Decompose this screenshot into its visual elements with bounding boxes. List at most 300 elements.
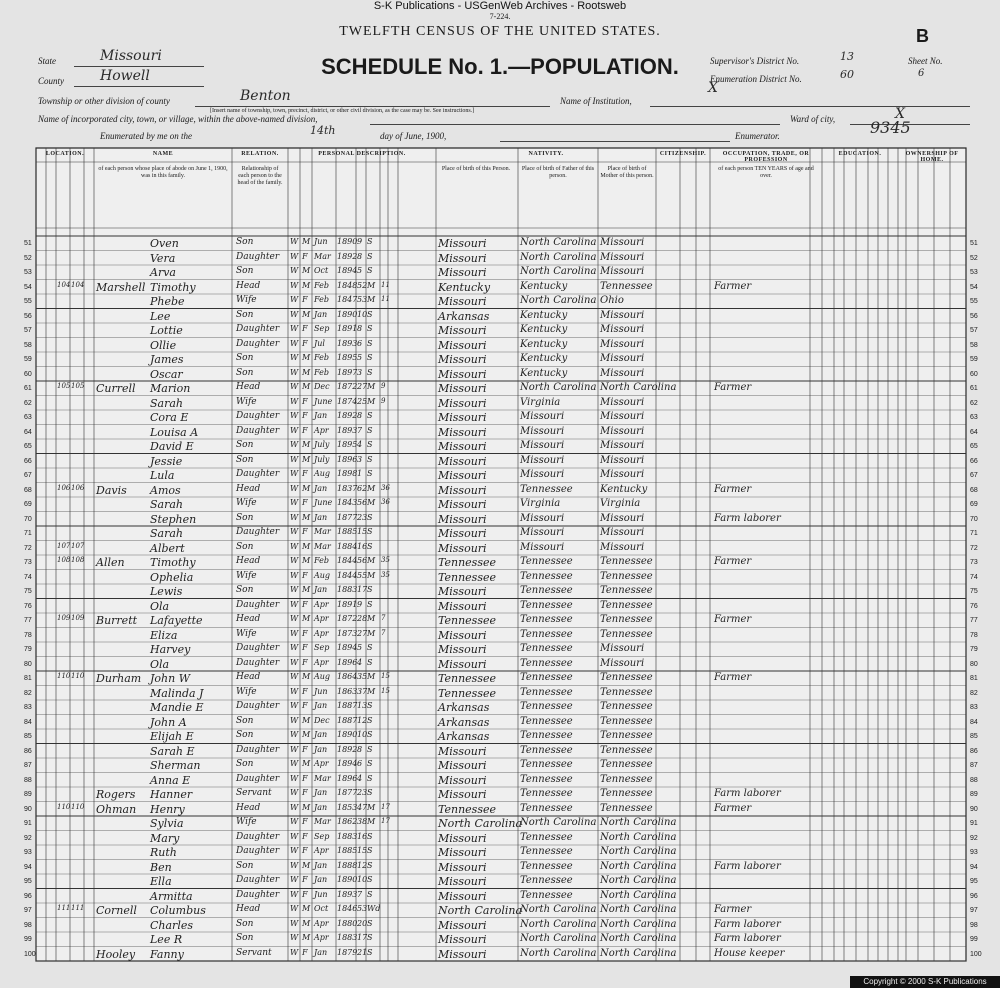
birth-month: Jan	[314, 701, 328, 710]
given-name: Sarah E	[150, 744, 195, 758]
row-number: 80	[24, 660, 32, 668]
marital-status: M	[367, 628, 376, 638]
father-birthplace: North Carolina	[520, 947, 597, 959]
family-number: 109	[71, 614, 85, 622]
birthplace: Missouri	[438, 947, 487, 961]
birthplace: Arkansas	[438, 309, 490, 323]
mother-birthplace: Tennessee	[600, 715, 653, 727]
marital-status: S	[367, 715, 373, 725]
marital-status: M	[367, 817, 376, 826]
birthplace: Missouri	[438, 266, 487, 279]
row-number: 78	[24, 631, 32, 639]
column-group-header: LOCATION.	[45, 151, 85, 157]
father-birthplace: Tennessee	[520, 875, 573, 886]
given-name: Henry	[150, 802, 185, 816]
birth-month: Apr	[314, 614, 329, 623]
age: 5	[357, 643, 363, 652]
ward-value: X	[895, 106, 905, 122]
sex: F	[302, 657, 308, 667]
age: 13	[357, 701, 368, 710]
birth-year: 1873	[337, 628, 358, 638]
birth-month: Jan	[314, 585, 328, 594]
row-number-right: 96	[970, 892, 978, 900]
sex: F	[302, 889, 308, 899]
marital-status: M	[367, 280, 376, 290]
sex: F	[302, 295, 308, 304]
mother-birthplace: Missouri	[600, 324, 645, 335]
color: W	[290, 918, 299, 928]
row-number-right: 91	[970, 820, 978, 827]
marital-status: S	[367, 773, 373, 783]
birthplace: Missouri	[438, 512, 487, 526]
mother-birthplace: Virginia	[600, 498, 641, 509]
mother-birthplace: Tennessee	[600, 628, 653, 640]
sex: M	[302, 585, 311, 594]
birthplace: Missouri	[438, 469, 487, 482]
given-name: Lewis	[150, 585, 183, 598]
father-birthplace: Tennessee	[520, 831, 573, 843]
row-number: 97	[24, 907, 32, 914]
color: W	[290, 846, 299, 855]
marital-status: S	[367, 643, 373, 652]
row-number-right: 61	[970, 385, 978, 392]
birth-month: Jun	[314, 889, 328, 899]
mother-birthplace: North Carolina	[600, 933, 677, 944]
sex: F	[302, 831, 308, 841]
birthplace: Missouri	[438, 628, 487, 642]
relation: Daughter	[236, 875, 280, 885]
birthplace: Missouri	[438, 353, 487, 366]
father-birthplace: Missouri	[520, 469, 565, 480]
father-birthplace: Tennessee	[520, 730, 573, 741]
column-note-relation: Relationship of each person to the head of the family.	[237, 166, 283, 186]
relation: Wife	[236, 295, 257, 305]
birth-year: 1846	[337, 904, 358, 913]
row-number-right: 54	[970, 283, 978, 291]
mother-birthplace: Missouri	[600, 251, 645, 263]
birth-month: Jan	[314, 875, 328, 884]
father-birthplace: Missouri	[520, 527, 565, 538]
birth-month: Mar	[314, 527, 331, 536]
relation: Head	[236, 556, 261, 566]
sex: F	[302, 469, 308, 478]
birth-month: Jan	[314, 788, 328, 797]
color: W	[290, 701, 299, 710]
birth-month: June	[314, 396, 333, 406]
years-married: 9	[381, 396, 386, 405]
birth-month: Mar	[314, 817, 331, 826]
age: 8	[357, 744, 363, 754]
family-number: 107	[71, 541, 85, 550]
sex: M	[302, 353, 311, 362]
father-birthplace: North Carolina	[520, 817, 597, 828]
age: 12	[357, 860, 368, 870]
father-birthplace: North Carolina	[520, 266, 597, 277]
father-birthplace: Tennessee	[520, 686, 573, 698]
occupation: Farmer	[714, 614, 752, 625]
birthplace: Missouri	[438, 440, 487, 453]
birth-year: 1848	[337, 280, 358, 290]
birth-year: 1896	[337, 773, 358, 783]
relation: Head	[236, 904, 261, 914]
row-number-right: 94	[970, 863, 978, 871]
occupation: Farmer	[714, 382, 752, 393]
relation: Daughter	[236, 846, 280, 856]
relation: Daughter	[236, 831, 280, 842]
father-birthplace: Kentucky	[520, 338, 568, 350]
row-number-right: 55	[970, 298, 978, 305]
relation: Son	[236, 237, 254, 247]
birth-year: 1863	[337, 686, 358, 696]
surname: Rogers	[96, 788, 136, 801]
row-number: 96	[24, 892, 32, 900]
father-birthplace: Kentucky	[520, 367, 568, 379]
color: W	[290, 237, 299, 246]
given-name: Anna E	[150, 773, 191, 787]
marital-status: S	[367, 788, 373, 797]
birthplace: Missouri	[438, 295, 487, 308]
age: 9	[357, 237, 363, 246]
father-birthplace: North Carolina	[520, 251, 597, 263]
father-birthplace: Missouri	[520, 425, 565, 437]
color: W	[290, 411, 299, 420]
age: 8	[357, 411, 363, 420]
birth-year: 1893	[337, 889, 358, 899]
color: W	[290, 715, 299, 725]
row-number-right: 88	[970, 776, 978, 784]
mother-birthplace: Missouri	[600, 425, 645, 437]
surname: Ohman	[96, 802, 137, 816]
age: 3	[357, 367, 363, 377]
color: W	[290, 802, 299, 812]
relation: Daughter	[236, 657, 280, 668]
birthplace: Arkansas	[438, 730, 490, 743]
age: 1	[357, 469, 363, 478]
relation: Wife	[236, 570, 257, 581]
birthplace: Missouri	[438, 773, 487, 787]
father-birthplace: Tennessee	[520, 556, 573, 567]
age: 16	[357, 831, 368, 841]
birthplace: Missouri	[438, 411, 487, 424]
birth-month: July	[314, 440, 330, 449]
row-number-right: 76	[970, 602, 978, 610]
occupation: Farm laborer	[714, 933, 781, 944]
relation: Son	[236, 266, 254, 276]
sex: F	[302, 701, 308, 710]
surname: Hooley	[96, 947, 136, 961]
given-name: Amos	[150, 483, 181, 497]
row-number-right: 90	[970, 805, 978, 813]
years-married: 35	[381, 570, 390, 579]
marital-status: S	[367, 875, 373, 884]
given-name: Timothy	[150, 556, 196, 569]
given-name: Louisa A	[150, 425, 199, 439]
sex: F	[302, 773, 308, 783]
color: W	[290, 831, 299, 841]
birthplace: Missouri	[438, 889, 487, 903]
row-number: 54	[24, 283, 32, 291]
row-number: 83	[24, 704, 32, 711]
birth-year: 1877	[337, 512, 358, 522]
marital-status: S	[367, 353, 373, 362]
age: 21	[357, 947, 368, 957]
mother-birthplace: Missouri	[600, 396, 645, 408]
father-birthplace: Tennessee	[520, 701, 573, 712]
age: 38	[357, 817, 368, 826]
birth-month: Dec	[314, 382, 330, 391]
birthplace: Missouri	[438, 324, 487, 337]
mother-birthplace: Missouri	[600, 512, 645, 524]
given-name: Mandie E	[150, 701, 204, 714]
birth-year: 1892	[337, 744, 358, 754]
relation: Head	[236, 382, 261, 392]
sex: F	[302, 686, 308, 696]
father-birthplace: Virginia	[520, 396, 561, 408]
marital-status: S	[367, 527, 373, 536]
birth-month: Jun	[314, 237, 328, 246]
birth-month: Apr	[314, 918, 329, 928]
state-value: Missouri	[100, 48, 162, 64]
birthplace: Arkansas	[438, 701, 490, 714]
birth-month: Apr	[314, 933, 329, 942]
marital-status: M	[367, 570, 376, 580]
township-label: Township or other division of county	[38, 96, 170, 106]
sex: F	[302, 875, 308, 884]
sex: F	[302, 846, 308, 855]
birthplace: Missouri	[438, 875, 487, 888]
relation: Son	[236, 512, 254, 523]
birth-month: Feb	[314, 353, 329, 362]
row-number: 62	[24, 399, 32, 407]
row-number-right: 70	[970, 515, 978, 523]
mother-birthplace: Missouri	[600, 411, 645, 422]
marital-status: M	[367, 382, 376, 391]
given-name: Phebe	[150, 295, 185, 308]
family-number: 104	[71, 280, 85, 289]
father-birthplace: Kentucky	[520, 324, 568, 335]
birth-year: 1872	[337, 382, 358, 391]
age: 28	[357, 614, 368, 623]
color: W	[290, 599, 299, 609]
mother-birthplace: Tennessee	[600, 730, 653, 741]
given-name: Stephen	[150, 512, 197, 526]
relation: Daughter	[236, 527, 280, 537]
column-group-header: RELATION.	[241, 151, 279, 157]
birth-year: 1894	[337, 266, 358, 275]
mother-birthplace: Tennessee	[600, 773, 653, 785]
site-banner: S-K Publications - USGenWeb Archives - Rootsweb	[373, 0, 627, 12]
row-number-right: 69	[970, 501, 978, 508]
marital-status: S	[367, 947, 373, 957]
father-birthplace: Missouri	[520, 512, 565, 524]
given-name: Harvey	[150, 643, 191, 656]
color: W	[290, 614, 299, 623]
age: 53	[357, 904, 368, 913]
marital-status: S	[367, 541, 373, 551]
age: 15	[357, 527, 368, 536]
birth-year: 1864	[337, 672, 358, 681]
color: W	[290, 817, 299, 826]
birthplace: Tennessee	[438, 570, 496, 584]
marital-status: S	[367, 237, 373, 246]
color: W	[290, 860, 299, 870]
marital-status: S	[367, 425, 373, 435]
marital-status: S	[367, 324, 373, 333]
mother-birthplace: Missouri	[600, 643, 645, 654]
given-name: Oven	[150, 237, 179, 250]
row-number-right: 77	[970, 617, 978, 624]
family-number: 108	[71, 556, 85, 564]
row-number-right: 81	[970, 675, 978, 682]
age: 5	[357, 266, 363, 275]
mother-birthplace: Tennessee	[600, 759, 653, 770]
row-number: 63	[24, 414, 32, 421]
row-number-right: 71	[970, 530, 978, 537]
age: 55	[357, 570, 368, 580]
sex: M	[302, 715, 311, 725]
mother-birthplace: Tennessee	[600, 280, 653, 292]
mother-birthplace: Tennessee	[600, 585, 653, 596]
surname: Davis	[96, 483, 127, 497]
color: W	[290, 628, 299, 638]
birth-month: Jun	[314, 686, 328, 696]
row-number: 74	[24, 573, 32, 581]
dwelling-number: 104	[57, 280, 71, 289]
row-number: 67	[24, 472, 32, 479]
given-name: Cora E	[150, 411, 189, 424]
birth-year: 1890	[337, 309, 358, 319]
row-number-right: 92	[970, 834, 978, 842]
sex: M	[302, 614, 311, 623]
age: 9	[357, 599, 363, 609]
marital-status: M	[367, 802, 376, 812]
column-group-header: OWNERSHIP OF HOME.	[905, 151, 959, 163]
mother-birthplace: North Carolina	[600, 875, 677, 886]
surname: Durham	[96, 672, 142, 685]
mother-birthplace: Tennessee	[600, 556, 653, 567]
mother-birthplace: Tennessee	[600, 686, 653, 698]
age: 4	[357, 773, 363, 783]
given-name: Lafayette	[150, 614, 203, 627]
mother-birthplace: North Carolina	[600, 947, 677, 959]
relation: Daughter	[236, 469, 280, 479]
day-of-label: day of June, 1900,	[380, 131, 447, 141]
birth-year: 1887	[337, 701, 358, 710]
occupation: Farmer	[714, 802, 752, 814]
marital-status: Wd	[367, 904, 381, 913]
sex: M	[302, 672, 311, 681]
marital-status: M	[367, 672, 376, 681]
column-group-header: NATIVITY.	[528, 151, 564, 157]
years-married: 17	[381, 802, 390, 811]
township-value: Benton	[240, 88, 291, 104]
row-number: 61	[24, 385, 32, 392]
color: W	[290, 483, 299, 493]
row-number-right: 66	[970, 457, 978, 465]
sex: M	[302, 860, 311, 870]
father-birthplace: Tennessee	[520, 846, 573, 857]
given-name: Elijah E	[150, 730, 194, 743]
age: 56	[357, 498, 368, 507]
birth-month: Jan	[314, 802, 328, 812]
birth-year: 1883	[337, 585, 358, 594]
given-name: Albert	[150, 541, 185, 555]
given-name: Fanny	[150, 947, 184, 961]
dwelling-number: 108	[57, 556, 71, 564]
given-name: Marion	[150, 382, 191, 395]
sex: M	[302, 802, 311, 812]
row-number-right: 79	[970, 646, 978, 653]
occupation: Farm laborer	[714, 860, 781, 872]
occupation: Farm laborer	[714, 512, 781, 524]
age: 23	[357, 512, 368, 522]
father-birthplace: Tennessee	[520, 614, 573, 625]
birth-month: Dec	[314, 715, 330, 725]
row-number: 56	[24, 312, 32, 320]
mother-birthplace: Missouri	[600, 454, 645, 466]
relation: Son	[236, 730, 254, 740]
color: W	[290, 773, 299, 783]
father-birthplace: Missouri	[520, 411, 565, 422]
sex: M	[302, 933, 311, 942]
dwelling-number: 106	[57, 483, 71, 492]
marital-status: S	[367, 759, 373, 768]
birthplace: Missouri	[438, 454, 487, 468]
age: 53	[357, 295, 368, 304]
birthplace: Missouri	[438, 831, 487, 845]
birth-year: 1874	[337, 396, 358, 406]
birthplace: Missouri	[438, 643, 487, 656]
marital-status: S	[367, 831, 373, 841]
given-name: Lottie	[150, 324, 183, 337]
sex: M	[302, 730, 311, 739]
sex: M	[302, 440, 311, 449]
sex: F	[302, 570, 308, 580]
schedule-title: SCHEDULE No. 1.—POPULATION.	[321, 54, 679, 79]
given-name: Arva	[150, 266, 176, 279]
birthplace: Missouri	[438, 338, 487, 352]
sex: M	[302, 237, 311, 246]
birth-year: 1894	[337, 643, 358, 652]
birth-year: 1872	[337, 614, 358, 623]
mother-birthplace: Ohio	[600, 295, 624, 306]
sex: F	[302, 251, 308, 261]
row-number: 65	[24, 443, 32, 450]
sex: F	[302, 599, 308, 609]
family-number: 110	[71, 672, 85, 680]
enum-district-label: Enumeration District No.	[710, 74, 802, 84]
relation: Head	[236, 614, 261, 624]
row-number: 58	[24, 341, 32, 349]
incorporated-label: Name of incorporated city, town, or village, within the above-named division,	[38, 114, 318, 124]
sex: F	[302, 947, 308, 957]
birth-year: 1884	[337, 541, 358, 551]
relation: Son	[236, 454, 254, 465]
birthplace: Tennessee	[438, 802, 496, 816]
mother-birthplace: North Carolina	[600, 860, 677, 872]
row-number: 77	[24, 617, 32, 624]
birth-year: 1898	[337, 469, 358, 478]
occupation: Farm laborer	[714, 918, 781, 930]
column-group-header: EDUCATION.	[838, 151, 882, 157]
row-number: 98	[24, 921, 32, 929]
row-number: 73	[24, 559, 32, 566]
row-number-right: 65	[970, 443, 978, 450]
sex: M	[302, 483, 311, 493]
relation: Son	[236, 860, 254, 871]
birthplace: Missouri	[438, 251, 487, 265]
color: W	[290, 570, 299, 580]
